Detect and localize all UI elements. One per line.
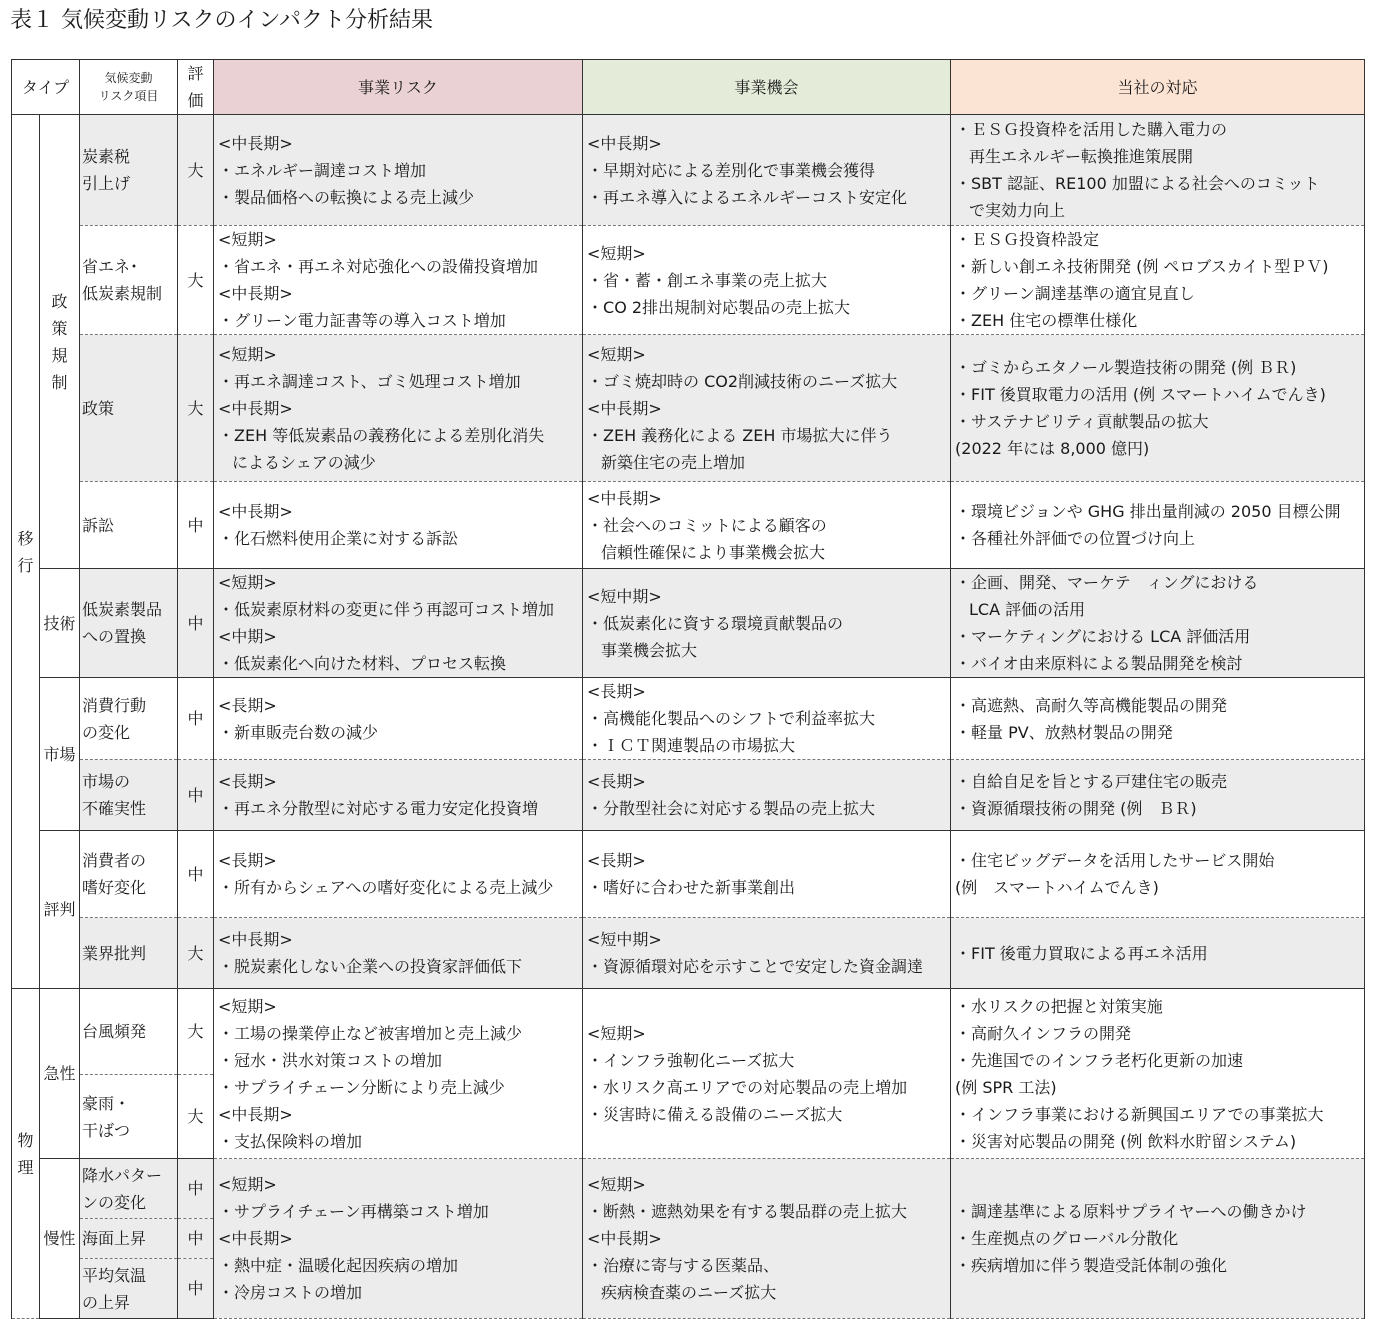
cell-line: ・ZEH 等低炭素品の義務化による差別化消失 <box>218 425 545 445</box>
cell-line: 低炭素製品 <box>82 600 163 619</box>
risk-item <box>80 1259 178 1319</box>
level-cell: 大 <box>178 989 214 1075</box>
cell-line: <短中期> <box>587 586 662 606</box>
cell-line: ・グリーン電力証書等の導入コスト増加 <box>218 311 506 330</box>
cell-line: ・治療に寄与する医薬品、 <box>587 1256 780 1275</box>
group-reputation: 評判 <box>40 831 80 989</box>
impact-analysis-table <box>11 59 1365 1319</box>
cell-line: ・水リスクの把握と対策実施 <box>955 996 1163 1016</box>
cell-line: ・熱中症・温暖化起因疾病の増加 <box>218 1256 459 1275</box>
cell-line: ・新車販売台数の減少 <box>218 722 379 742</box>
company-response-cell <box>951 115 1365 226</box>
cell-line: <中期> <box>218 627 277 646</box>
cell-line: <中長期> <box>218 133 293 153</box>
cell-line: <中長期> <box>587 133 662 153</box>
cell-line: <短期> <box>587 1023 646 1043</box>
business-opportunity-cell <box>583 482 951 569</box>
header-risk-item: 気候変動 リスク項目 <box>80 60 178 115</box>
cell-line: ・エネルギー調達コスト増加 <box>218 160 427 180</box>
cell-line: ・サステナビリティ貢献製品の拡大 <box>955 412 1209 431</box>
cell-line: ・高耐久インフラの開発 <box>955 1023 1132 1043</box>
cell-line: 新築住宅の売上増加 <box>601 452 746 472</box>
cell-line: ・バイオ由来原料による製品開発を検討 <box>955 654 1243 673</box>
cell-line: ・マーケティングにおける LCA 評価活用 <box>955 627 1251 646</box>
risk-item <box>80 918 178 989</box>
cell-line: ・ZEH 義務化による ZEH 市場拡大に伴う <box>587 425 893 445</box>
business-opportunity-cell <box>583 918 951 989</box>
cell-line: ・高遮熱、高耐久等高機能製品の開発 <box>955 695 1228 715</box>
table-row <box>12 482 1365 569</box>
level-cell: 大 <box>178 918 214 989</box>
level-cell: 中 <box>178 831 214 918</box>
cell-line: <長期> <box>587 851 646 870</box>
company-response-cell <box>951 1159 1365 1319</box>
company-response-cell <box>951 831 1365 918</box>
cell-line: <中長期> <box>218 930 293 949</box>
group-transition: 移 行 <box>12 115 40 989</box>
header-level: 評価 <box>178 60 214 115</box>
cell-line: <短期> <box>218 1175 277 1194</box>
cell-line: <短期> <box>587 344 646 364</box>
header-type: タイプ <box>12 60 80 115</box>
cell-line: ・ZEH 住宅の標準仕様化 <box>955 311 1138 330</box>
group-chronic: 慢性 <box>40 1159 80 1319</box>
business-risk-cell <box>214 760 583 831</box>
cell-line: 海面上昇 <box>82 1229 147 1248</box>
cell-line: ・冷房コストの増加 <box>218 1283 363 1302</box>
business-opportunity-cell <box>583 1159 951 1319</box>
cell-line: の上昇 <box>82 1292 131 1312</box>
company-response-cell <box>951 226 1365 335</box>
cell-line: <長期> <box>587 772 646 791</box>
group-acute: 急性 <box>40 989 80 1159</box>
cell-line: <中長期> <box>218 1229 293 1248</box>
cell-line: ・先進国でのインフラ老朽化更新の加速 <box>955 1050 1244 1070</box>
cell-line: ・住宅ビッグデータを活用したサービス開始 <box>955 851 1275 870</box>
company-response-cell <box>951 482 1365 569</box>
level-cell: 中 <box>178 678 214 760</box>
cell-line: <短期> <box>587 1175 646 1194</box>
cell-line: <中長期> <box>218 1104 293 1124</box>
cell-line: ・インフラ強靭化ニーズ拡大 <box>587 1050 795 1070</box>
risk-item <box>80 226 178 335</box>
risk-item <box>80 1075 178 1159</box>
company-response-cell <box>951 678 1365 760</box>
table-row <box>12 760 1365 831</box>
level-cell: 大 <box>178 226 214 335</box>
group-technology: 技術 <box>40 569 80 678</box>
cell-line: <中長期> <box>218 502 293 521</box>
cell-line: で実効力向上 <box>969 201 1066 220</box>
table-row <box>12 989 1365 1075</box>
cell-line: ・疾病増加に伴う製造受託体制の強化 <box>955 1256 1228 1275</box>
cell-line: 消費者の <box>82 851 147 870</box>
table-row <box>12 1159 1365 1219</box>
risk-item <box>80 482 178 569</box>
header-company-response: 当社の対応 <box>951 60 1365 115</box>
table-row <box>12 226 1365 335</box>
business-risk-cell <box>214 226 583 335</box>
business-opportunity-cell <box>583 989 951 1159</box>
cell-line: ・軽量 PV、放熱材製品の開発 <box>955 722 1173 742</box>
cell-line: によるシェアの減少 <box>232 452 376 472</box>
cell-line: ・省・蓄・創エネ事業の売上拡大 <box>587 270 828 290</box>
cell-line: <短期> <box>218 996 277 1016</box>
company-response-cell <box>951 760 1365 831</box>
cell-line: ・化石燃料使用企業に対する訴訟 <box>218 529 459 548</box>
cell-line: <短期> <box>218 344 277 364</box>
cell-line: ・SBT 認証、RE100 加盟による社会へのコミット <box>955 174 1320 193</box>
cell-line: ・生産拠点のグローバル分散化 <box>955 1229 1179 1248</box>
cell-line: ・ゴミ焼却時の CO2削減技術のニーズ拡大 <box>587 371 898 391</box>
header-business-opportunity: 事業機会 <box>583 60 951 115</box>
level-cell: 大 <box>178 1075 214 1159</box>
table-row <box>12 335 1365 482</box>
business-risk-cell <box>214 831 583 918</box>
table-title: 表１ 気候変動リスクのインパクト分析結果 <box>10 8 434 33</box>
risk-item <box>80 1159 178 1219</box>
business-opportunity-cell <box>583 831 951 918</box>
cell-line: ・各種社外評価での位置づけ向上 <box>955 529 1196 548</box>
level-cell: 大 <box>178 115 214 226</box>
company-response-cell <box>951 918 1365 989</box>
cell-line: <短期> <box>218 230 277 249</box>
cell-line: ・断熱・遮熱効果を有する製品群の売上拡大 <box>587 1202 908 1221</box>
cell-line: <長期> <box>218 772 277 791</box>
cell-line: 引上げ <box>82 174 131 193</box>
cell-line: ・災害対応製品の開発 (例 飲料水貯留システム) <box>955 1131 1297 1151</box>
risk-item <box>80 678 178 760</box>
cell-line: LCA 評価の活用 <box>969 600 1086 619</box>
level-cell: 中 <box>178 1159 214 1219</box>
risk-item <box>80 989 178 1075</box>
cell-line: ・ゴミからエタノール製造技術の開発 (例 ＢＲ) <box>955 358 1297 377</box>
cell-line: ・低炭素化へ向けた材料、プロセス転換 <box>218 654 507 673</box>
cell-line: ・ＥＳＧ投資枠設定 <box>955 230 1100 249</box>
business-opportunity-cell <box>583 678 951 760</box>
cell-line: 訴訟 <box>82 515 115 535</box>
level-cell: 中 <box>178 1259 214 1319</box>
cell-line: 省エネ･ <box>82 257 139 276</box>
table-row <box>12 918 1365 989</box>
business-opportunity-cell <box>583 115 951 226</box>
cell-line: ・再エネ導入によるエネルギーコスト安定化 <box>587 187 908 207</box>
business-opportunity-cell <box>583 226 951 335</box>
table-row <box>12 569 1365 678</box>
level-cell: 中 <box>178 1219 214 1259</box>
risk-item <box>80 335 178 482</box>
cell-line: 事業機会拡大 <box>601 640 698 660</box>
cell-line: ・資源循環対応を示すことで安定した資金調達 <box>587 957 924 976</box>
cell-line: ・サプライチェーン分断により売上減少 <box>218 1077 505 1097</box>
risk-item <box>80 569 178 678</box>
group-physical: 物 理 <box>12 989 40 1319</box>
cell-line: 消費行動 <box>82 695 147 715</box>
cell-line: ・社会へのコミットによる顧客の <box>587 515 827 535</box>
cell-line: <中長期> <box>587 1229 662 1248</box>
cell-line: ・分散型社会に対応する製品の売上拡大 <box>587 799 876 818</box>
cell-line: ・再エネ分散型に対応する電力安定化投資増 <box>218 799 539 818</box>
cell-line: の変化 <box>82 722 131 742</box>
cell-line: 炭素税 <box>82 147 131 166</box>
cell-line: ・ＩＣＴ関連製品の市場拡大 <box>587 736 796 755</box>
business-opportunity-cell <box>583 760 951 831</box>
cell-line: ・所有からシェアへの嗜好変化による売上減少 <box>218 878 554 897</box>
cell-line: (2022 年には 8,000 億円) <box>955 439 1150 458</box>
cell-line: ・自給自足を旨とする戸建住宅の販売 <box>955 772 1228 791</box>
cell-line: 低炭素規制 <box>82 284 163 303</box>
cell-line: ・資源循環技術の開発 (例 ＢＲ) <box>955 799 1197 818</box>
cell-line: ・冠水・洪水対策コストの増加 <box>218 1050 443 1070</box>
cell-line: (例 SPR 工法) <box>955 1077 1057 1097</box>
cell-line: ・災害時に備える設備のニーズ拡大 <box>587 1104 843 1124</box>
cell-line: <短期> <box>218 573 277 592</box>
business-risk-cell <box>214 989 583 1159</box>
cell-line: ・新しい創エネ技術開発 (例 ペロブスカイト型ＰＶ) <box>955 257 1329 276</box>
cell-line: 政策 <box>82 398 115 418</box>
level-cell: 中 <box>178 760 214 831</box>
cell-line: ・脱炭素化しない企業への投資家評価低下 <box>218 957 523 976</box>
company-response-cell <box>951 989 1365 1159</box>
cell-line: ・嗜好に合わせた新事業創出 <box>587 878 796 897</box>
risk-item <box>80 1219 178 1259</box>
cell-line: 台風頻発 <box>82 1022 147 1041</box>
cell-line: ・CO 2排出規制対応製品の売上拡大 <box>587 297 851 317</box>
cell-line: 干ばつ <box>82 1120 131 1140</box>
cell-line: ・FIT 後買取電力の活用 (例 スマートハイムでんき) <box>955 385 1326 404</box>
cell-line: ・調達基準による原料サプライヤーへの働きかけ <box>955 1202 1307 1221</box>
business-risk-cell <box>214 1159 583 1319</box>
cell-line: ・低炭素化に資する環境貢献製品の <box>587 613 844 633</box>
cell-line: ・低炭素原材料の変更に伴う再認可コスト増加 <box>218 600 555 619</box>
group-market: 市場 <box>40 678 80 831</box>
cell-line: 降水パター <box>82 1165 163 1185</box>
business-opportunity-cell <box>583 335 951 482</box>
company-response-cell <box>951 569 1365 678</box>
cell-line: <中長期> <box>587 488 662 508</box>
group-policy: 政 策 規 制 <box>40 115 80 569</box>
company-response-cell <box>951 335 1365 482</box>
cell-line: ・再エネ調達コスト、ゴミ処理コスト増加 <box>218 371 521 391</box>
risk-item <box>80 831 178 918</box>
header-row <box>12 60 1365 115</box>
cell-line: <短期> <box>587 243 646 263</box>
cell-line: 業界批判 <box>82 943 147 963</box>
cell-line: ・FIT 後電力買取による再エネ活用 <box>955 943 1208 963</box>
cell-line: (例 スマートハイムでんき) <box>955 878 1159 897</box>
cell-line: ・環境ビジョンや GHG 排出量削減の 2050 目標公開 <box>955 502 1341 521</box>
cell-line: ・早期対応による差別化で事業機会獲得 <box>587 160 876 180</box>
level-cell: 中 <box>178 482 214 569</box>
cell-line: ・省エネ・再エネ対応強化への設備投資増加 <box>218 257 539 276</box>
cell-line: 嗜好変化 <box>82 878 147 897</box>
cell-line: ・サプライチェーン再構築コスト増加 <box>218 1202 489 1221</box>
cell-line: 再生エネルギー転換推進策展開 <box>969 147 1194 166</box>
cell-line: <短中期> <box>587 930 662 949</box>
cell-line: ・水リスク高エリアでの対応製品の売上増加 <box>587 1077 908 1097</box>
cell-line: ・グリーン調達基準の適宜見直し <box>955 284 1195 303</box>
cell-line: ・高機能化製品へのシフトで利益率拡大 <box>587 709 876 728</box>
cell-line: <長期> <box>587 682 646 701</box>
cell-line: ・インフラ事業における新興国エリアでの事業拡大 <box>955 1104 1324 1124</box>
business-risk-cell <box>214 569 583 678</box>
business-risk-cell <box>214 678 583 760</box>
business-risk-cell <box>214 335 583 482</box>
business-risk-cell <box>214 482 583 569</box>
cell-line: <中長期> <box>218 398 293 418</box>
business-opportunity-cell <box>583 569 951 678</box>
risk-item <box>80 760 178 831</box>
cell-line: ンの変化 <box>82 1192 147 1212</box>
business-risk-cell <box>214 115 583 226</box>
cell-line: 疾病検査薬のニーズ拡大 <box>601 1283 777 1302</box>
cell-line: <中長期> <box>218 284 293 303</box>
cell-line: 平均気温 <box>82 1265 147 1285</box>
cell-line: ・工場の操業停止など被害増加と売上減少 <box>218 1023 523 1043</box>
level-cell: 中 <box>178 569 214 678</box>
cell-line: 市場の <box>82 772 131 791</box>
table-row <box>12 678 1365 760</box>
cell-line: <長期> <box>218 851 277 870</box>
table-row <box>12 115 1365 226</box>
table-row <box>12 831 1365 918</box>
cell-line: ・企画、開発、マーケテ ィングにおける <box>955 573 1259 592</box>
business-risk-cell <box>214 918 583 989</box>
cell-line: ・製品価格への転換による売上減少 <box>218 187 475 207</box>
risk-item <box>80 115 178 226</box>
cell-line: 信頼性確保により事業機会拡大 <box>601 542 826 562</box>
cell-line: ・支払保険料の増加 <box>218 1131 363 1151</box>
cell-line: ・ＥＳＧ投資枠を活用した購入電力の <box>955 120 1228 139</box>
header-business-risk: 事業リスク <box>214 60 583 115</box>
cell-line: への置換 <box>82 627 147 646</box>
cell-line: <中長期> <box>587 398 662 418</box>
cell-line: 豪雨・ <box>82 1093 131 1113</box>
cell-line: 不確実性 <box>82 799 147 818</box>
cell-line: <長期> <box>218 695 277 715</box>
level-cell: 大 <box>178 335 214 482</box>
